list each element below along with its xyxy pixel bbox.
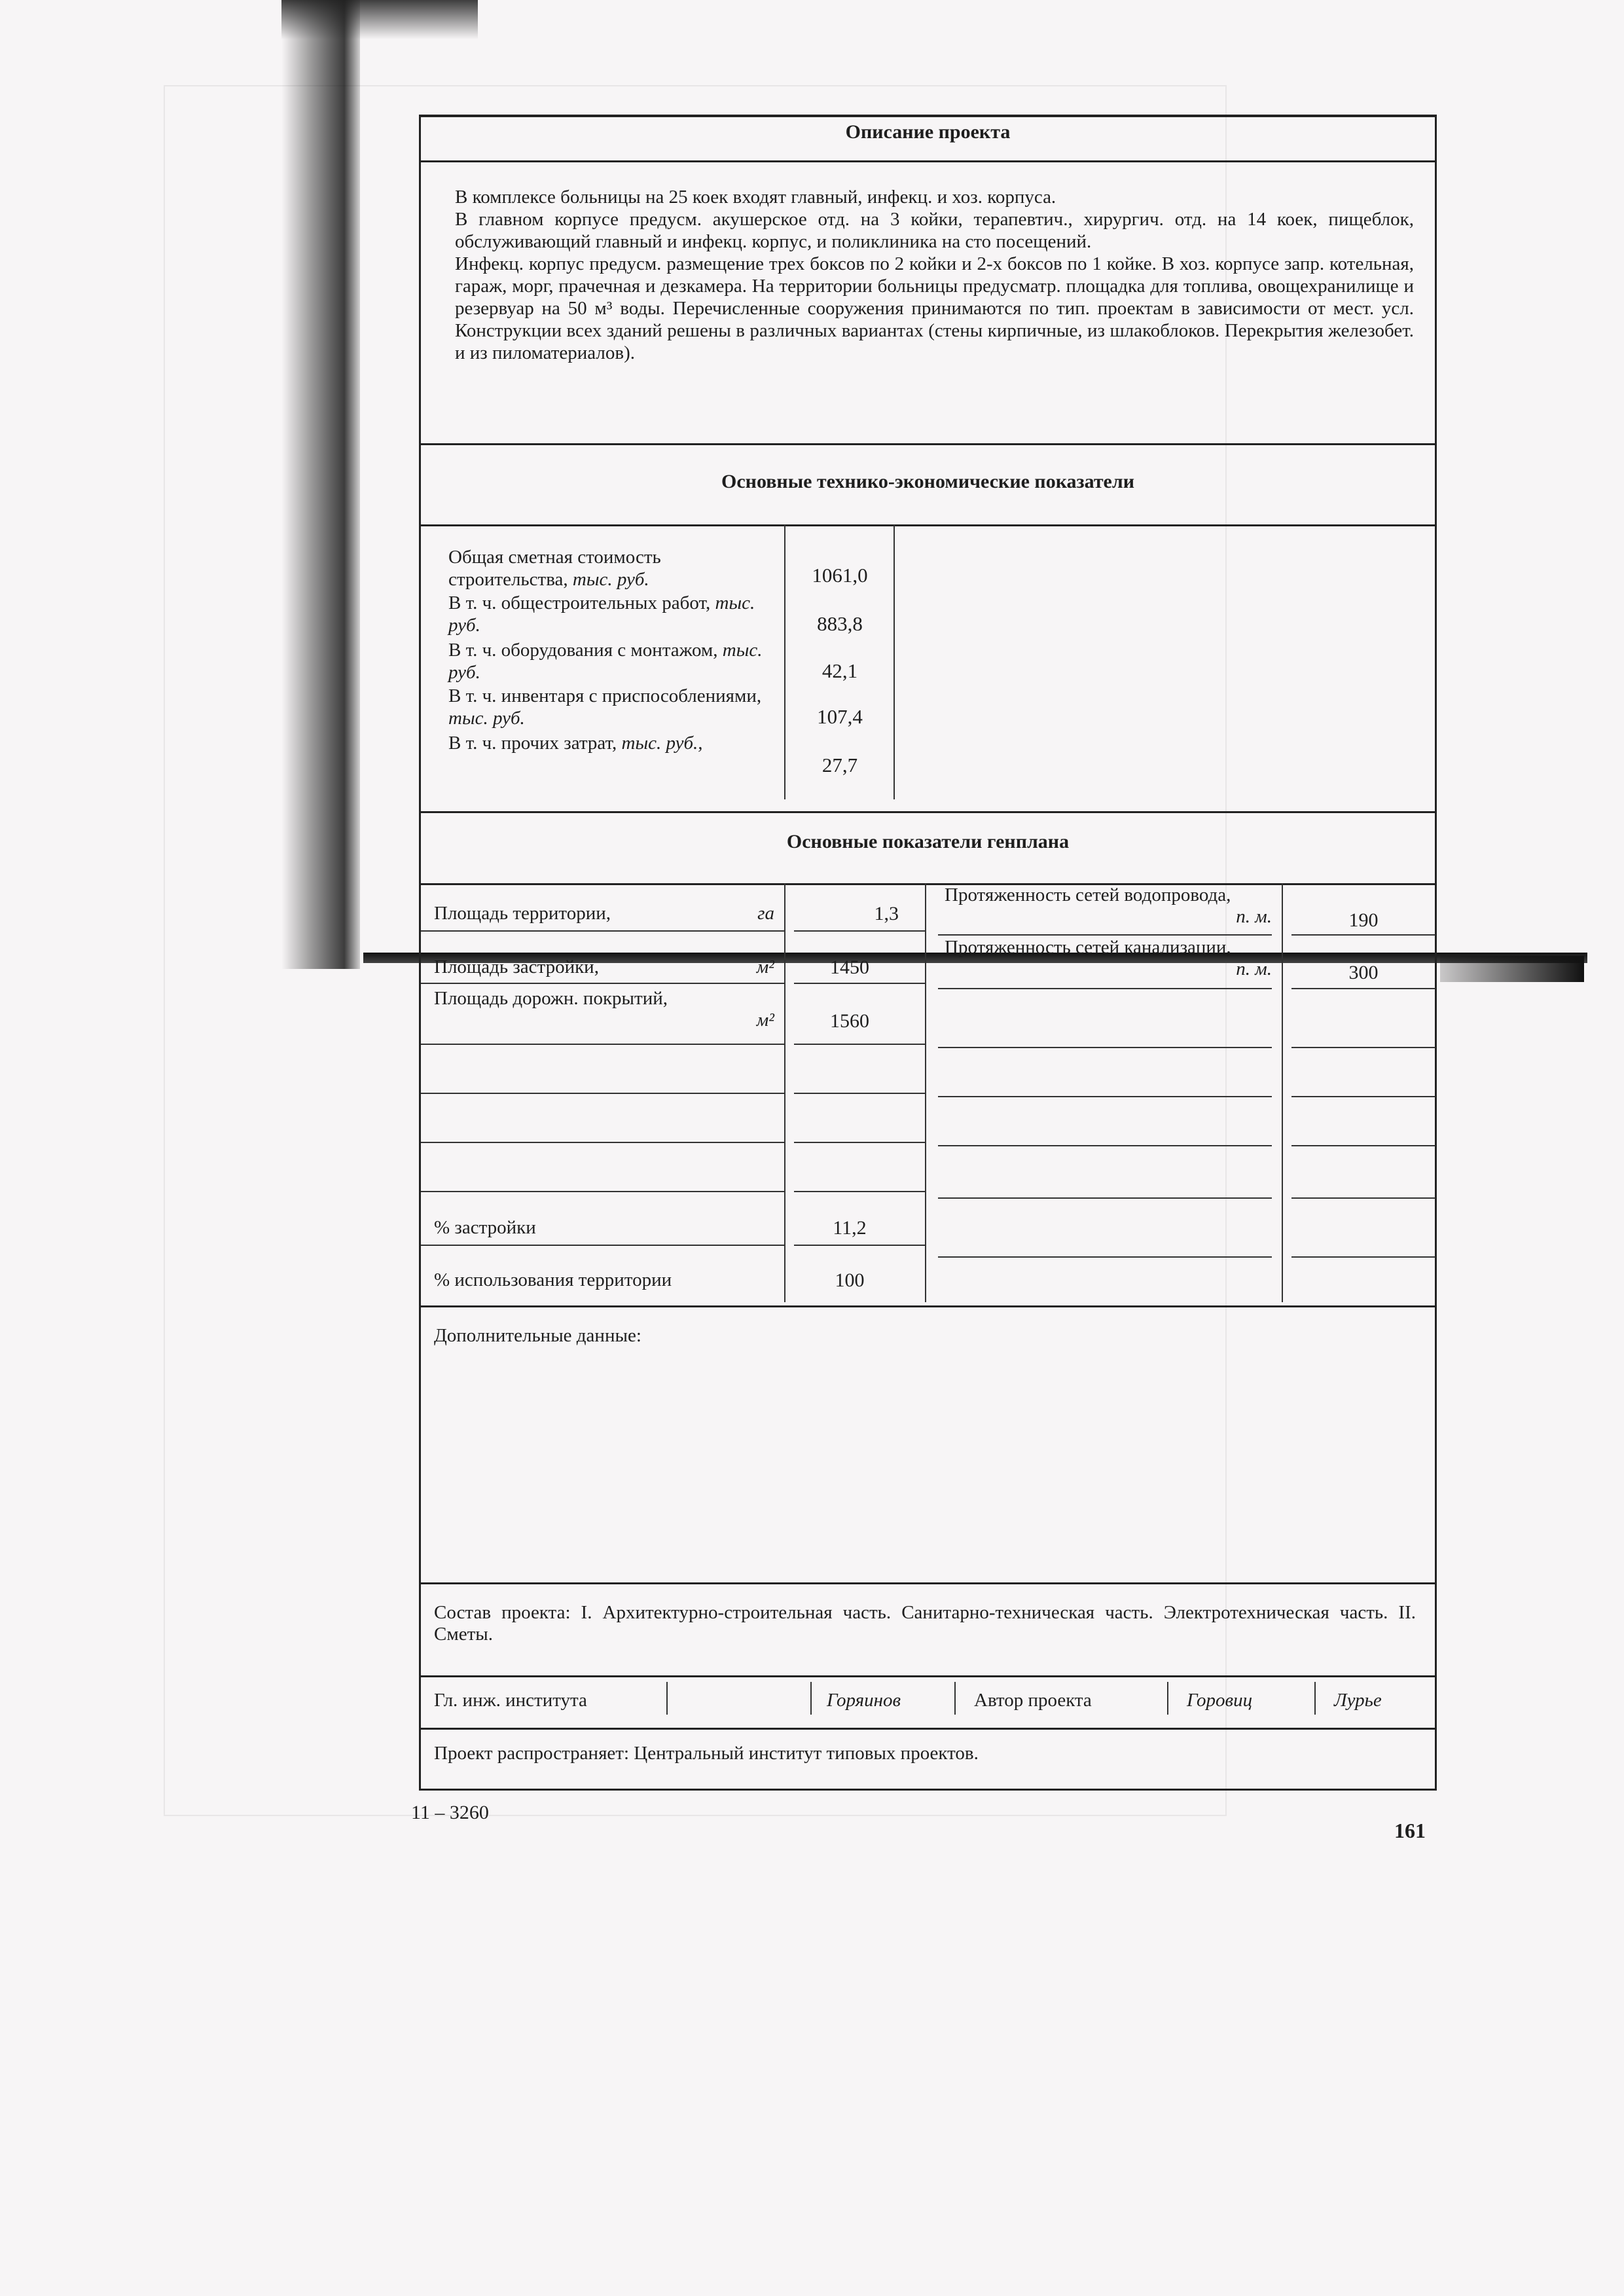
row-divider <box>421 983 784 984</box>
divider <box>421 1582 1435 1584</box>
author-name: Лурье <box>1334 1690 1382 1711</box>
tei-row-label: В т. ч. общестроительных работ, тыс. руб. <box>448 592 755 636</box>
genplan-row-value: 1560 <box>830 1010 869 1032</box>
divider <box>421 1675 1435 1677</box>
chief-engineer-label: Гл. инж. института <box>434 1690 587 1711</box>
scan-page-edge-right <box>1440 956 1584 982</box>
tei-row-value: 1061,0 <box>812 564 868 587</box>
genplan-row-label: Площадь застройки, м² <box>434 957 774 977</box>
chief-engineer-name: Горяинов <box>827 1690 901 1711</box>
divider <box>421 1728 1435 1730</box>
tei-row-label: Общая сметная стоимость строительства, тыс. руб. <box>448 547 661 590</box>
row-divider <box>938 934 1272 936</box>
row-divider <box>794 1245 925 1246</box>
author-name: Горовиц <box>1187 1690 1253 1711</box>
description-paragraph: В комплексе больницы на 25 коек входят главный, инфекц. и хоз. корпуса. <box>455 187 1056 208</box>
row-divider <box>421 1142 784 1143</box>
genplan-percent-value: 100 <box>835 1269 865 1291</box>
tei-table <box>421 546 918 795</box>
genplan-row-value: 1,3 <box>874 903 899 924</box>
row-divider <box>1291 1096 1435 1097</box>
composition-text: Состав проекта: I. Архитектурно-строительная часть. Санитарно-техническая часть. Электротехническая часть. II. Сметы. <box>434 1602 1416 1645</box>
genplan-percent-value: 11,2 <box>833 1217 867 1239</box>
column-divider <box>784 883 785 1302</box>
genplan-percent-label: % использования территории <box>434 1269 672 1290</box>
description-paragraph: В главном корпусе предусм. акушерское отд. на 3 койки, терапевтич., хирургич. отд. на 14 коек, пищеблок, обслуживающий главный и инфекц. корпус, и поликлиника на сто посещений. <box>455 209 1414 252</box>
row-divider <box>938 1256 1272 1258</box>
genplan-title: Основные показатели генплана <box>786 831 1070 852</box>
genplan-percent-label: % застройки <box>434 1217 536 1238</box>
column-divider <box>954 1682 956 1715</box>
genplan-right-label: Протяженность сетей канализации, п. м. <box>945 937 1272 979</box>
tei-row-label: В т. ч. инвентаря с приспособлениями, тыс. руб. <box>448 685 762 729</box>
row-divider <box>794 1093 925 1094</box>
row-divider <box>794 1191 925 1192</box>
additional-data-label: Дополнительные данные: <box>434 1325 641 1346</box>
page-code: 11 – 3260 <box>411 1802 489 1823</box>
genplan-row-value: 1450 <box>830 957 869 978</box>
tei-row-value: 27,7 <box>821 754 858 776</box>
row-divider <box>421 1191 784 1192</box>
tei-row-label: В т. ч. прочих затрат, тыс. руб., <box>448 733 703 754</box>
row-divider <box>794 930 925 932</box>
row-divider <box>938 988 1272 989</box>
row-divider <box>1291 1256 1435 1258</box>
column-divider <box>1282 883 1283 1302</box>
row-divider <box>421 1093 784 1094</box>
row-divider <box>1291 1197 1435 1199</box>
description-title: Описание проекта <box>845 121 1011 143</box>
row-divider <box>421 1245 784 1246</box>
page-number: 161 <box>1394 1819 1426 1842</box>
distributor-text: Проект распространяет: Центральный институт типовых проектов. <box>434 1743 979 1764</box>
tei-row-value: 107,4 <box>817 705 863 728</box>
genplan-right-value: 300 <box>1348 962 1379 983</box>
row-divider <box>1291 1145 1435 1146</box>
tei-row-label: В т. ч. оборудования с монтажом, тыс. руб. <box>448 640 763 683</box>
column-divider <box>1167 1682 1168 1715</box>
divider <box>421 443 1435 445</box>
row-divider <box>794 1044 925 1045</box>
row-divider <box>421 1044 784 1045</box>
divider <box>421 524 1435 526</box>
tei-title: Основные технико-экономические показатели <box>721 471 1134 492</box>
row-divider <box>1291 1047 1435 1048</box>
column-divider <box>666 1682 668 1715</box>
row-divider <box>938 1145 1272 1146</box>
divider <box>421 1305 1435 1307</box>
row-divider <box>1291 988 1435 989</box>
column-divider <box>810 1682 812 1715</box>
row-divider <box>794 1142 925 1143</box>
row-divider <box>938 1047 1272 1048</box>
description-text <box>455 186 1414 364</box>
tei-row-value: 883,8 <box>817 612 863 635</box>
column-divider <box>1314 1682 1316 1715</box>
genplan-row-label: Площадь дорожн. покрытий, м² <box>434 988 774 1030</box>
row-divider <box>938 1197 1272 1199</box>
divider <box>421 811 1435 813</box>
row-divider <box>938 1096 1272 1097</box>
tei-row-value: 42,1 <box>821 659 858 682</box>
row-divider <box>794 983 925 984</box>
genplan-right-label: Протяженность сетей водопровода, п. м. <box>945 884 1272 927</box>
scan-shadow-top <box>281 0 478 39</box>
description-paragraph: Инфекц. корпус предусм. размещение трех боксов по 2 койки и 2-х боксов по 1 койке. В хоз. корпусе запр. котельная, гараж, морг, прачечная и дезкамера. На территории больницы предусматр. площадка для топлива, овощехранилище и резервуар на 50 м³ воды. Перечисленные сооружения принимаются по тип. проектам в зависимости от мест. усл. Конструкции всех зданий решены в различных вариантах (стены кирпичные, из шлакоблоков. Перекрытия железобет. и из пиломатериалов). <box>455 253 1414 363</box>
genplan-right-value: 190 <box>1348 909 1379 931</box>
genplan-row-label: Площадь территории, га <box>434 903 774 924</box>
author-label: Автор проекта <box>974 1690 1092 1711</box>
project-sheet <box>419 115 1437 1791</box>
row-divider <box>421 930 784 932</box>
divider <box>421 160 1435 162</box>
row-divider <box>1291 934 1435 936</box>
column-divider <box>925 883 926 1302</box>
